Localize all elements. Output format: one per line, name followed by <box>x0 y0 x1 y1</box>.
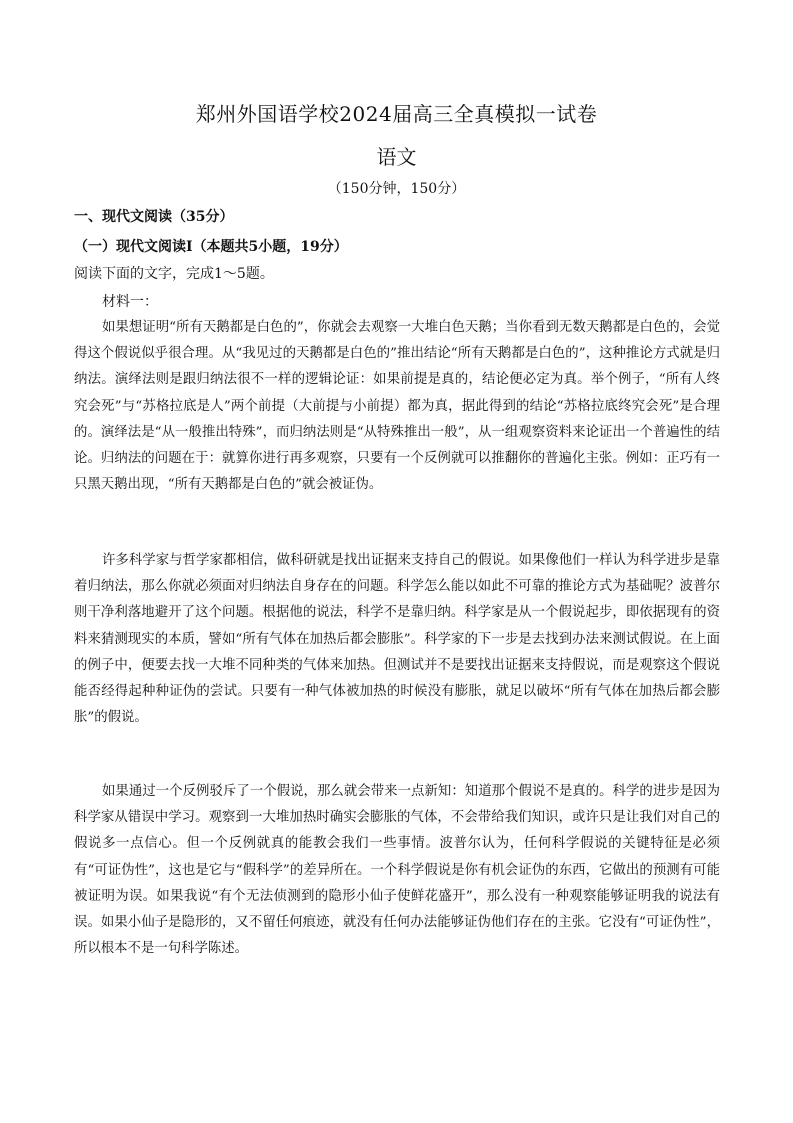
section-heading: 一、现代文阅读（35分） <box>74 209 234 225</box>
paragraph: 如果通过一个反例驳斥了一个假说，那么就会带来一点新知：知道那个假说不是真的。科学的进步是因为科学家从错误中学习。观察到一大堆加热时确实会膨胀的气体，不会带给我们知识，或许只是让我们对自己的假说多一点信心。但一个反例就真的能教会我们一些事情。波普尔认为，任何科学假说的关键特征是必须有“可证伪性”，这也是它与“假科学”的差异所在。一个科学假说是你有机会证伪的东西，它做出的预测有可能被证明为误。如果我说“有个无法侦测到的隐形小仙子使鲜花盛开”，那么没有一种观察能够证明我的说法有误。如果小仙子是隐形的，又不留任何痕迹，就没有任何办法能够证伪他们存在的主张。它没有“可证伪性”，所以根本不是一句科学陈述。 <box>74 784 720 957</box>
material-label: 材料一： <box>102 294 158 310</box>
exam-title: 郑州外国语学校2024届高三全真模拟一试卷 <box>195 102 598 126</box>
paragraph: 如果想证明“所有天鹅都是白色的”，你就会去观察一大堆白色天鹅；当你看到无数天鹅都是白色的，会觉得这个假说似乎很合理。从“我见过的天鹅都是白色的”推出结论“所有天鹅都是白色的”，这种推论方式就是归纳法。演绎法则是跟归纳法很不一样的逻辑论证：如果前提是真的，结论便必定为真。举个例子，“所有人终究会死”与“苏格拉底是人”两个前提（大前提与小前提）都为真，据此得到的结论“苏格拉底终究会死”是合理的。演绎法是“从一般推出特殊”，而归纳法则是“从特殊推出一般”，从一组观察资料来论证出一个普遍性的结论。归纳法的问题在于：就算你进行再多观察，只要有一个反例就可以推翻你的普遍化主张。例如：正巧有一只黑天鹅出现，“所有天鹅都是白色的”就会被证伪。 <box>74 320 720 493</box>
exam-duration: （150分钟，150分） <box>327 181 466 197</box>
paragraph: 许多科学家与哲学家都相信，做科研就是找出证据来支持自己的假说。如果像他们一样认为科学进步是靠着归纳法，那么你就必须面对归纳法自身存在的问题。科学怎么能以如此不可靠的推论方式为基础呢？波普尔则干净利落地避开了这个问题。根据他的说法，科学不是靠归纳。科学家是从一个假说起步，即依据现有的资料来猜测现实的本质，譬如“所有气体在加热后都会膨胀”。科学家的下一步是去找到办法来测试假说。在上面的例子中，便要去找一大堆不同种类的气体来加热。但测试并不是要找出证据来支持假说，而是观察这个假说能否经得起种种证伪的尝试。只要有一种气体被加热的时候没有膨胀，就足以破坏“所有气体在加热后都会膨胀”的假说。 <box>74 553 720 726</box>
sub-section-heading: （一）现代文阅读Ⅰ（本题共5小题，19分） <box>74 239 348 255</box>
reading-instruction: 阅读下面的文字，完成1～5题。 <box>74 266 274 282</box>
subject-title: 语文 <box>376 145 417 169</box>
